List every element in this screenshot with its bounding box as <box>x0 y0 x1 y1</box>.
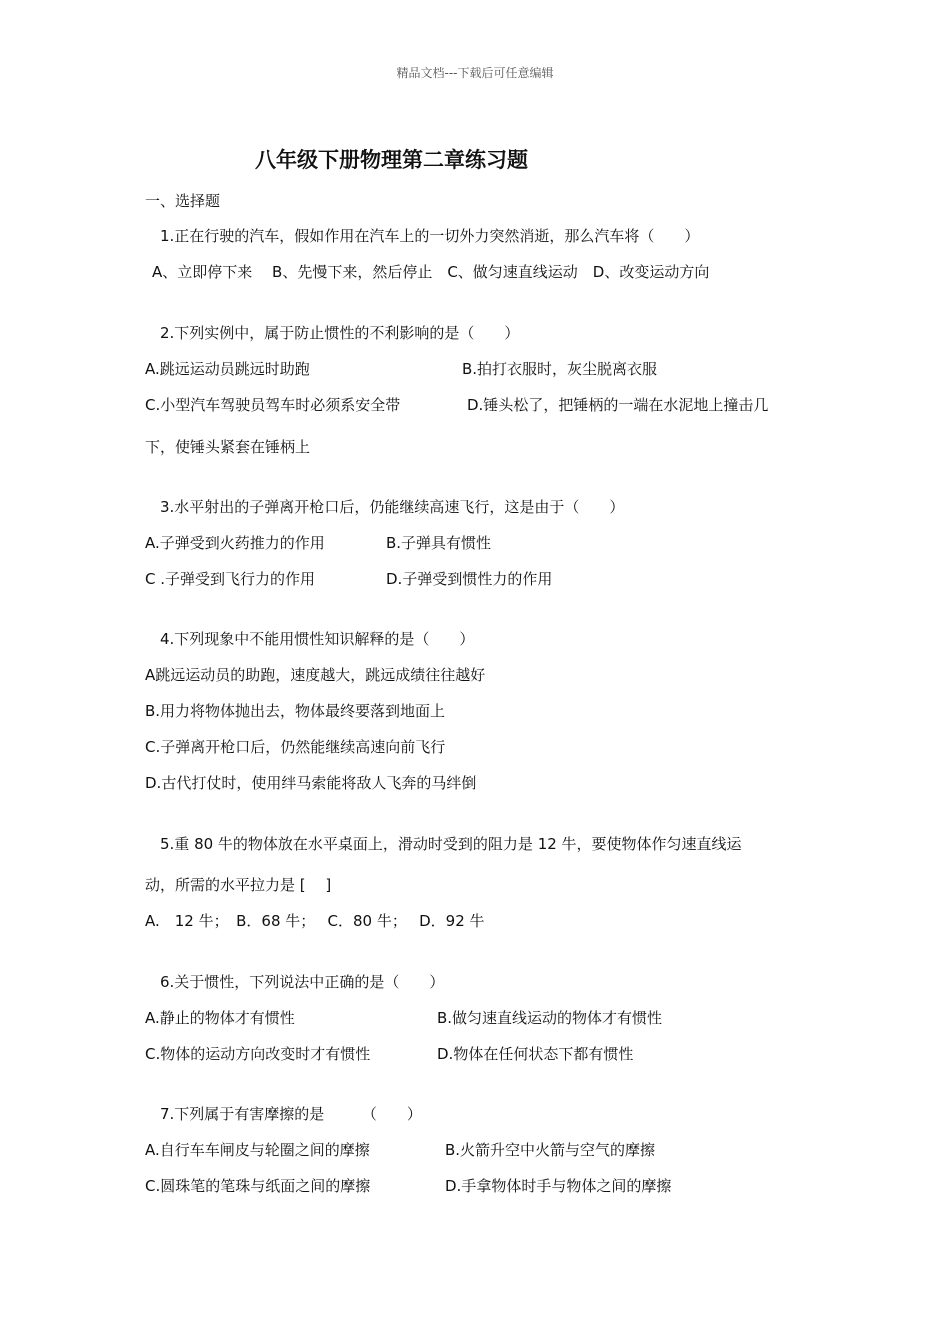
section-heading: 一、选择题 <box>145 192 221 210</box>
question-7-option-b: B.火箭升空中火箭与空气的摩擦 <box>445 1141 656 1159</box>
question-5-stem-continued: 动，所需的水平拉力是 [ ] <box>145 876 332 894</box>
question-4-option-b: B.用力将物体抛出去，物体最终要落到地面上 <box>145 702 446 720</box>
question-4-option-d: D.古代打仗时，使用绊马索能将敌人飞奔的马绊倒 <box>145 774 477 792</box>
question-3-option-d: D.子弹受到惯性力的作用 <box>386 570 553 588</box>
question-1-options: A、立即停下来 B、先慢下来，然后停止 C、做匀速直线运动 D、改变运动方向 <box>152 263 710 281</box>
question-7-stem: 7.下列属于有害摩擦的是 （ ） <box>160 1105 422 1123</box>
question-1-stem: 1.正在行驶的汽车，假如作用在汽车上的一切外力突然消逝，那么汽车将（ ） <box>160 227 700 245</box>
question-2-option-d: D.锤头松了，把锤柄的一端在水泥地上撞击几 <box>467 396 769 414</box>
question-7-option-a: A.自行车车闸皮与轮圈之间的摩擦 <box>145 1141 370 1159</box>
question-6-stem: 6.关于惯性，下列说法中正确的是（ ） <box>160 973 445 991</box>
question-4-stem: 4.下列现象中不能用惯性知识解释的是（ ） <box>160 630 475 648</box>
question-6-option-a: A.静止的物体才有惯性 <box>145 1009 295 1027</box>
watermark: 精品文档---下载后可任意编辑 <box>396 66 554 80</box>
question-2-stem: 2.下列实例中，属于防止惯性的不利影响的是（ ） <box>160 324 520 342</box>
question-7-option-c: C.圆珠笔的笔珠与纸面之间的摩擦 <box>145 1177 371 1195</box>
question-5-stem: 5.重 80 牛的物体放在水平桌面上，滑动时受到的阻力是 12 牛，要使物体作匀速直线运 <box>160 835 742 853</box>
question-3-stem: 3.水平射出的子弹离开枪口后，仍能继续高速飞行，这是由于（ ） <box>160 498 625 516</box>
question-7-option-d: D.手拿物体时手与物体之间的摩擦 <box>445 1177 672 1195</box>
question-6-option-d: D.物体在任何状态下都有惯性 <box>437 1045 634 1063</box>
question-2-option-d-continued: 下，使锤头紧套在锤柄上 <box>145 438 311 456</box>
question-3-option-a: A.子弹受到火药推力的作用 <box>145 534 325 552</box>
page-title: 八年级下册物理第二章练习题 <box>255 148 528 172</box>
question-5-options: A. 12 牛； B．68 牛； C．80 牛； D．92 牛 <box>145 912 485 930</box>
question-2-option-b: B.拍打衣服时，灰尘脱离衣服 <box>462 360 658 378</box>
question-2-option-a: A.跳远运动员跳远时助跑 <box>145 360 310 378</box>
question-2-option-c: C.小型汽车驾驶员驾车时必须系安全带 <box>145 396 401 414</box>
question-4-option-c: C.子弹离开枪口后，仍然能继续高速向前飞行 <box>145 738 446 756</box>
question-3-option-b: B.子弹具有惯性 <box>386 534 492 552</box>
question-6-option-c: C.物体的运动方向改变时才有惯性 <box>145 1045 371 1063</box>
question-3-option-c: C .子弹受到飞行力的作用 <box>145 570 316 588</box>
question-4-option-a: A跳远运动员的助跑，速度越大，跳远成绩往往越好 <box>145 666 486 684</box>
question-6-option-b: B.做匀速直线运动的物体才有惯性 <box>437 1009 663 1027</box>
